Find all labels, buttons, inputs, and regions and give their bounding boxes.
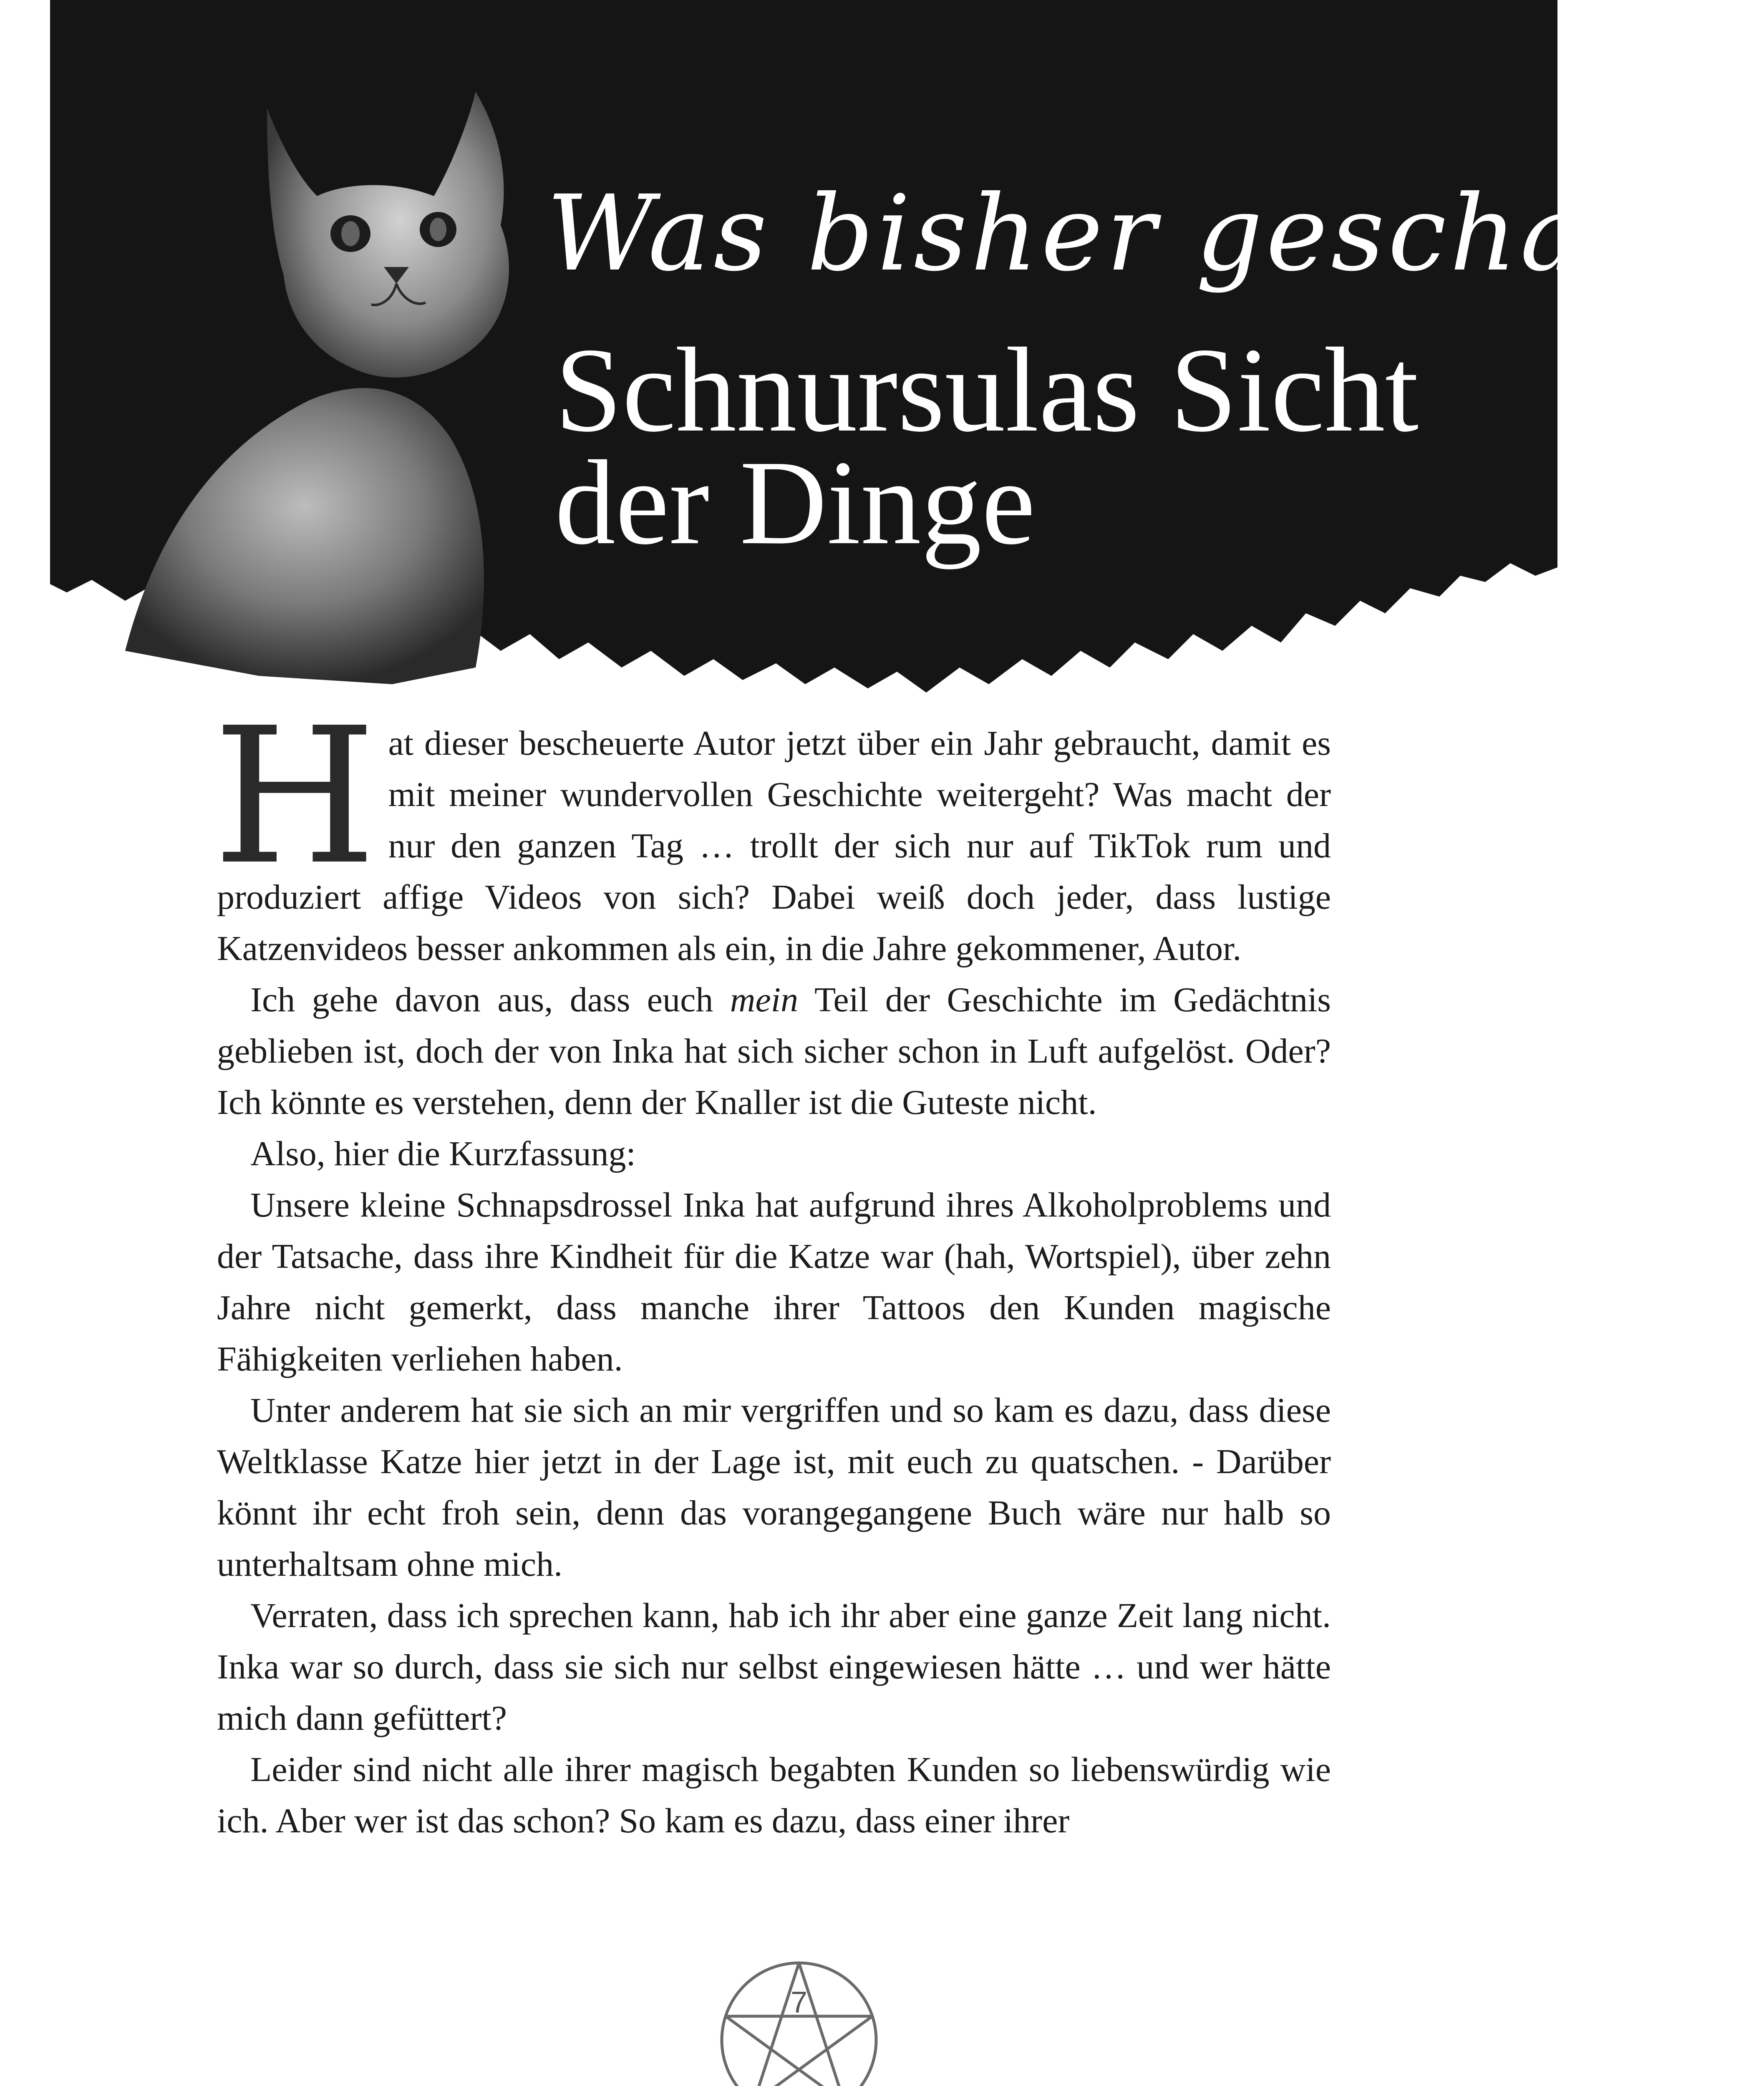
paragraph-2-text-a: Ich gehe davon aus, dass euch bbox=[250, 980, 730, 1019]
chapter-title-line-2: der Dinge bbox=[555, 436, 1036, 569]
chapter-header bbox=[50, 0, 1764, 709]
paragraph-2-emphasis: mein bbox=[730, 980, 799, 1019]
chapter-title bbox=[555, 323, 1515, 569]
paragraph-7: Leider sind nicht alle ihrer magisch begabten Kunden so liebenswürdig wie ich. Aber wer ist das schon? So kam es dazu, dass einer ihrer bbox=[217, 1750, 1331, 1840]
paragraph-1-text: at dieser bescheuerte Autor jetzt über ein Jahr gebraucht, damit es mit meiner wundervollen Geschichte weitergeht? Was macht der nur den ganzen Tag … trollt der sich nur auf TikTok rum und produziert affige Videos von sich? Dabei weiß doch jeder, dass lustige Katzenvideos besser ankommen als ein, in die Jahre gekommener, Autor. bbox=[217, 724, 1331, 968]
page-number: 7 bbox=[790, 1986, 808, 2019]
paragraph-2-text-b: Teil der Geschichte im Gedächtnis geblieben ist, doch der von Inka hat sich sicher schon in Luft aufgelöst. Oder? Ich könnte es verstehen, denn der Knaller ist die Guteste nicht. bbox=[217, 980, 1331, 1122]
paragraph-1 bbox=[213, 688, 1331, 974]
paragraph-4: Unsere kleine Schnapsdrossel Inka hat aufgrund ihres Alkoholproblems und der Tatsache, dass ihre Kindheit für die Katze war (hah, Wortspiel), über zehn Jahre nicht gemerkt, dass manche ihrer Tattoos den Kunden magische Fähigkeiten verliehen haben. bbox=[217, 1186, 1331, 1378]
paragraph-2 bbox=[217, 974, 1331, 1128]
pentagram-icon bbox=[716, 1957, 882, 2086]
body-text bbox=[213, 688, 1331, 1847]
drop-cap: H bbox=[213, 688, 377, 906]
paragraph-3: Also, hier die Kurzfassung: bbox=[250, 1134, 636, 1173]
script-subtitle: Was bisher geschah… bbox=[547, 173, 1764, 294]
chapter-title-line-1: Schnursulas Sicht bbox=[555, 323, 1419, 457]
paragraph-6: Verraten, dass ich sprechen kann, hab ich ihr aber eine ganze Zeit lang nicht. Inka war so durch, dass sie sich nur selbst eingewiesen hätte … und wer hätte mich dann gefüttert? bbox=[217, 1596, 1331, 1738]
paragraph-5: Unter anderem hat sie sich an mir vergriffen und so kam es dazu, dass diese Weltklasse Katze hier jetzt in der Lage ist, mit euch zu quatschen. - Darüber könnt ihr echt froh sein, denn das vorangegangene Buch wäre nur halb so unterhaltsam ohne mich. bbox=[217, 1391, 1331, 1584]
